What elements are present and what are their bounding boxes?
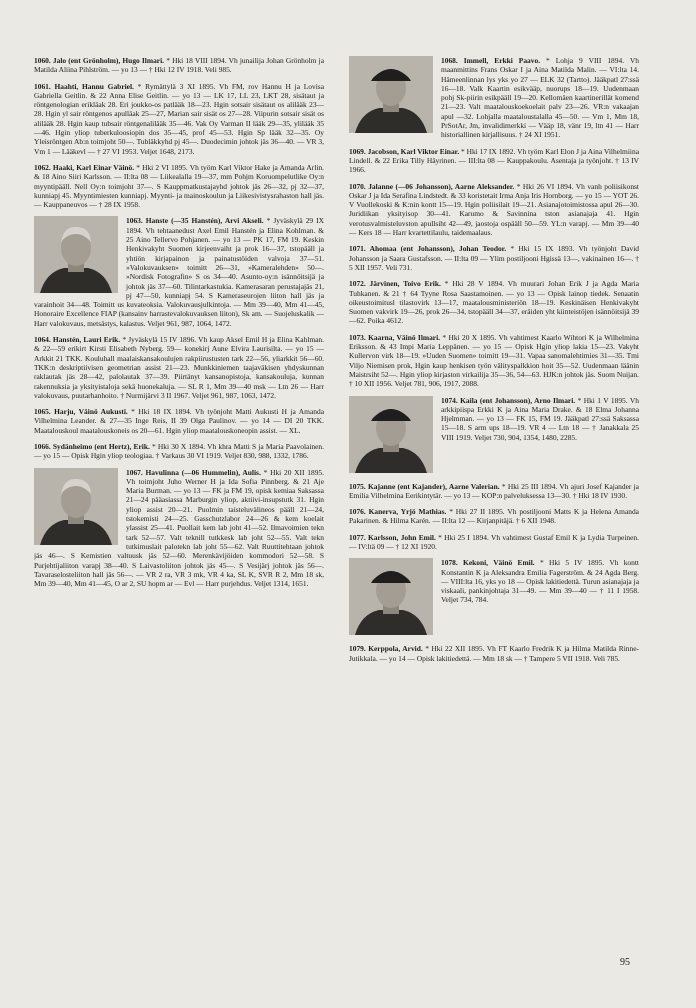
entry-body: * Hki 25 I 1894. Vh vahtimest Gustaf Emil K ja Lydia Turpeinen. — IV:ltä 09 — † 12 XI 1920. — [349, 532, 640, 551]
biography-entry — [34, 163, 324, 209]
entry-body: * Hki 15 IX 1893. Vh työnjoht David Johansson ja Saara Gustafsson. — II:lta 09 — Ylim postiljooni Hgissä 13—, vakinainen 16—. † 5 XII 1957. Veli 731. — [349, 244, 640, 272]
biography-entry — [34, 216, 324, 328]
biography-entry — [349, 396, 639, 475]
entry-body: * Hki 20 XII 1895. Vh toimjoht Juho Werner H ja Ida Sofia Pinnberg. & 21 Aje Maria Burman. — yo 13 — FK ja FM 19, opisk kemiaa Saksassa 21—24 pääasiassa Marburgin yliop, aktiivi-insupstutk 31. Hgin yliop assist 20—21. Puolmin taisteluvälineos pääll 21—24, tstokemisti 24—25. Gasschutzlabor 24—26 & kem koelait ylassist 25—41. Puollait kem lab joht 41—52. Ilmavoimien tekn tark 52—57. Valt teknill tutkkesk lab joht 52—55. Valt tekn tutkimuslait palotekn lab joht 55—62. Valt Ruuttitehtaan johtok jäs 46—. S Kemistien valtuusk jäs 52—60. Merenkävijöiden kommodori 52—58. S Purjehtijaliiton varapj 38—40. S Laivastoliiton johtok jäs 45—. S Vesijärj johtok jäs 56—. Tavaraselosteliiton hall jäs 56—. — VR 2 ra, VR 3 mk, VR 4 ka, SL K, SVR R 2, Mm 18 sk, Mm 39—40, Mm 41—45, O ar 2, SU hopm ar — Evl — Harr purjehdus. Veljet 1314, 1651. — [34, 467, 324, 589]
page-number: 95 — [620, 957, 630, 968]
biography-entry — [349, 507, 639, 526]
entry-heading: 1070. Jalanne (—06 Johansson), Aarne Aleksander. — [349, 181, 515, 191]
biography-entry — [349, 279, 639, 325]
portrait-photo-immell — [349, 56, 433, 133]
biography-entry — [349, 244, 639, 272]
biography-entry — [349, 147, 639, 175]
entry-heading: 1061. Haahti, Hannu Gabriel. — [34, 81, 134, 91]
entry-heading: 1074. Kaila (ent Johansson), Arno Ilmari. — [441, 395, 576, 405]
portrait-photo-hanste — [34, 216, 118, 293]
entry-body: * Hki 20 X 1895. Vh vahtimest Kaarlo Wihtori K ja Wilhelmina Eriksson. & 43 Impi Maria Leppänen. — yo 15 — Opisk Hgin yliop lakia 15—23. Vakyht Kullervon virk 18—19. »Uuden Suomen» toimitt 19—31. Vapaa sanomalehtimies 31—35. Tmi Viljo Niemisen prok, Hgin kaup henkisen työn välityspalkkion hoit 35—52. Uudenmaan läänin Maistrsiht 52—. Hgin yliop kirjaston virkailija 35—36, 54—63. HJK:n johtok jäs. Suom Nuijan. † 10 XII 1956. Veljet 781, 906, 1917, 2088. — [349, 332, 639, 389]
entry-body: * Hki 18 IX 1894. Vh työnjoht Matti Aukusti H ja Amanda Vilhelmina Leander. & 27—35 Inge Reis, II 39 Olga Paulinov. — yo 14 — DI 20 TKK. Maatalouskoul maatalouskoneis os 20—61. Hgin yliop maatalouskoneopin assist. — XL. — [34, 407, 324, 435]
entry-body: * Hki 17 IX 1892. Vh työm Karl Elon J ja Aina Vilhelmiina Lindell. & 22 Erika Tilly Häyrinen. — III:lta 08 — Kauppakoulu. Asentaja ja työnjoht. † 13 IV 1966. — [349, 146, 639, 175]
entry-heading: 1069. Jacobson, Karl Viktor Einar. — [349, 146, 460, 156]
biography-entry — [349, 558, 639, 637]
left-column — [34, 56, 324, 595]
portrait-photo-kekoni — [349, 558, 433, 635]
entry-heading: 1072. Järvinen, Toivo Erik. — [349, 279, 441, 289]
entry-body: * Hki 2 VI 1895. Vh työm Karl Viktor Hake ja Amanda Arlin. & 18 Aino Siiri Karlsson. — II:lta 08 — Liikealalla 19—37, mm Pohjm Koruompelutlike Oy:n myyntipääll. Nell Oy:n toimjoht 37—. S Kauppmatkustajayhd johtok jäs 26—32, pj 32—37, kunniapj 45. Myyntimiesten kunniapj. Myynti- ja mainoskoulun ja Liikesivistysrahaston hall jäs. — Kauppaneuvos — † 28 IX 1958. — [34, 162, 324, 210]
entry-body: * Hki 18 VIII 1894. Vh junailija Johan Grönholm ja Matilda Aliina Pihlström. — yo 13 — † Hki 12 IV 1918. Veli 985. — [34, 56, 324, 75]
entry-body: * Hki 30 X 1894. Vh khra Matti S ja Maria Paavolainen. — yo 15 — Opisk Hgin yliop teologiaa. † Varkaus 30 VI 1919. Veljet 830, 988, 1332, 1786. — [34, 441, 324, 461]
entry-body: * Jyväskylä 29 IX 1894. Vh tehtaanedust Axel Emil Hanstén ja Elina Kohlman. & 25 Aino Tellervo Pohjanen. — yo 13 — PK 17, FM 19. Keskin Henkivakyht Suomen kirjeenvaiht ja prok 16—37, tstopääll ja yhtiön kirjapainon ja painatustöiden valvoja 37—51. »Valokuvauksen» toimitt 26—31, »Kameralehden» 50—. »Nordisk Fotografin» S os 34—40. Asunto-oy:n isännöitsijä ja johtok jäs 37—60. Tilintarkastukia. Kamerasaran perustajajäs 21, pj 47—50, kunniapj 54. S Kameraseurojen liiton hall jäs ja varainhoit 34—48. Toimitt us kuvateoksia. Valokuvausjulkintoja. — Mm 39—40, Mm 41—45, Honoraire Excellence FIAP (kansainv harrastevalokuvauksen liiton), Sk am. — Suojeluskalik — Harr valokuvaus, metsästys, kalastus. Veljet 961, 987, 1064, 1472. — [34, 216, 324, 328]
entry-body: * Jyväskylä 15 IV 1896. Vh kaup Aksel Emil H ja Elina Kahlman. & 22—59 erikirt Kirsti Elisabeth Nyberg. 59— konekirj Aune Elvira Laurisilta. — yo 15 — Arkkit 21 TKK. Kouluhall maalaiskansakoulujen rakpiirustusten tark 22—56, yliarkkit 56—60. TKK:n deskriptiivisen geometrian assist 21—23. Munkkiniemen taajaväkisen yhdyskunnan raklautak jäs 28—42, palolautak 37—39. Piirtänyt kansanopistoja, kansakouluja, kunnan rakennuksia ja yksityistaloja sekä huonekaluja. — SL R 1, Mm 39—40 msk — Ltn 26 — Harr valokuvaus, puutarhanhoito. † Nurmijärvi 3 II 1967. Veljet 961, 987, 1063, 1472. — [34, 335, 324, 400]
entry-heading: 1067. Havulinna (—06 Hummelin), Aulis. — [126, 467, 261, 477]
biography-entry — [34, 82, 324, 156]
entry-heading: 1077. Karlsson, John Emil. — [349, 532, 436, 542]
entry-heading: 1076. Kanerva, Yrjö Mathias. — [349, 507, 447, 517]
entry-body: * Rymättylä 3 XI 1895. Vh FM, rov Hannu H ja Lovisa Gabriella Geitlin. & 22 Anna Elise Geitlin. — yo 13 — LK 17, LL 23, LKT 28, sisätaut ja röntgenologian erikläak 28. Eri joukko-os patlääk 18—23. Hgin sotsair sisätaut os alilääk 23—28. Hgin yl sair röntgenos apulläak 25—27, Marian sair sisät os 27—28. Viipurin sotsair sisät os alilääk 28. Hgin kaup tubsair röntgenalilääk 35—46. Vak Oy Varman II lääk 29—35, ylilääk 35—46. Hgin yliop tuberkuloosiopin dos 35—45, prof 45—53. Hgin Sp lääk 32—35. Oy Yleisröntgen Ab:n toimjoht 50—. Tubläkkyhd pj 45—. Duodecimin johtok jäs 36—40. — VR 3, Vm 1 — Lääkevl — † 27 VI 1953. Veljet 1648, 2173. — [34, 81, 324, 156]
entry-body: * Hki 5 IV 1895. Vh kontt Konstantin K ja Aleksandra Emilia Fagerström. & 24 Agda Berg. — VIII:lta 16, yks yo 18 — Opisk lakitiedettä. Turun asianajaja ja viskaali, pankinjohtaja 31—49. — Mm 39—40 — † 11 I 1958. Veljet 734, 784. — [441, 558, 639, 605]
entry-heading: 1075. Kajanne (ent Kajander), Aarne Valerian. — [349, 481, 500, 491]
entry-heading: 1062. Haaki, Karl Einar Väinö. — [34, 162, 135, 172]
portrait-photo-kaila — [349, 396, 433, 473]
entry-heading: 1071. Ahomaa (ent Johansson), Johan Teodor. — [349, 244, 507, 254]
biography-entry — [349, 56, 639, 140]
biography-entry — [34, 442, 324, 461]
biography-entry — [349, 644, 639, 663]
biography-entry — [349, 533, 639, 552]
entry-heading: 1073. Kaarna, Väinö Ilmari. — [349, 332, 441, 342]
entry-heading: 1064. Hanstén, Lauri Erik. — [34, 335, 121, 345]
entry-heading: 1078. Kekoni, Väinö Emil. — [441, 558, 535, 568]
biography-entry — [34, 335, 324, 400]
biography-entry — [349, 482, 639, 501]
entry-body: * Hki 28 V 1894. Vh muurari Johan Erik J ja Agda Maria Tuhkanen. & 21 † 64 Tyyne Rosa Saastamoinen. — yo 13 — Opisk lainop tiedek. Senaatin oikeustoimitusl tilastovirk 13—17, maatalousministeriön 18—19. Keskinäisen Henkivakyht Suomen vakvirk 19—26, prok 26—34, tstopääll 34—37, eräiden yht kiinteistöjen isännöitsijä 39—62. Poika 4612. — [349, 279, 639, 326]
portrait-photo-havulinna — [34, 468, 118, 545]
right-column — [349, 56, 639, 670]
entry-body: * Hki 22 XII 1895. Vh FT Kaarlo Fredrik K ja Hilma Matilda Rinne-Jutikkala. — yo 14 — Opisk lakitiedettä. — Mm 18 sk — † Tampere 5 VII 1918. Veli 785. — [349, 644, 639, 663]
biography-entry — [34, 407, 324, 435]
biography-entry — [349, 182, 639, 238]
biography-entry — [34, 56, 324, 75]
entry-heading: 1065. Harju, Väinö Aukusti. — [34, 407, 128, 417]
entry-body: * Lohja 9 VIII 1894. Vh maanmittins Frans Oskar I ja Aina Matilda Malin. — VI:lta 14. Hämeenlinnan lys yks yo 27 — ELK 32 (Tartto). Jääkpatl 27:ssä 16—18. Valk Kaartin esikvääp, nuorups 18—19. Uudenmaan pohj Sk-piirin esikpääll 19—20. Kellomäen kaartinerillät komend 21—23. Valt maatalouskoekoelait palv 23—26. VR:n vakaajan apul —32. Lohjalla maataloustalalla 45—50. — Vm 1, Mm 18, PrSotAr, Jm, invalidimerkki — Vääp 18, vänr 19, ltn 41 — Harr historiallinen kirjallisuus. † 24 XI 1951. — [441, 56, 639, 140]
entry-heading: 1060. Jalo (ent Grönholm), Hugo Ilmari. — [34, 56, 165, 65]
biography-entry — [349, 333, 639, 389]
entry-heading: 1063. Hanste (—35 Hanstén), Arvi Akseli. — [126, 216, 264, 226]
entry-body: * Hki 1 V 1895. Vh arkkipiispa Erkki K ja Aina Maria Drake. & 18 Elma Johanna Hjelmman. — yo 13 — FK 15, FM 19. Jääkpatl 27:ssä Saksassa 15—18. S arm ups 18—19. VR 4 — Ltn 18 — † Janakkala 25 VIII 1919. Veljet 730, 904, 1354, 1480, 2285. — [441, 395, 639, 442]
entry-body: * Hki 26 VI 1894. Vh vanh poliisikonst Oskar J ja Ida Serafina Lindstedt. & 33 koristetait Irma Anja Iris Hornborg. — yo 15 — YOT 26. V Vuollekoski & K:nin kontt 15—19. Hgin poliisilait 19—21. Asianajotoimistossa apul 26—30. Juridiikan yksityisop 30—41. Karumo & Savinnina tston asianajaja 41. Hgin verotusvalmisteluvston apullsiht 42—49, jaostoja ospääll 50—59. YL:n varapj. — Mm 39—40 — Kers 18 — Harr kvartettilaulu, taidemaalaus. — [349, 181, 639, 238]
entry-body: * Hki 27 II 1895. Vh postiljooni Matts K ja Helena Amanda Pakarinen. & Hilma Karén. — II:lta 12 — Kirjanpitäjä. † 6 XII 1948. — [349, 507, 639, 526]
entry-heading: 1066. Sydänheimo (ent Hertz), Erik. — [34, 441, 150, 451]
biography-entry — [34, 468, 324, 589]
entry-heading: 1068. Immell, Erkki Paavo. — [441, 56, 541, 65]
entry-heading: 1079. Kerppola, Arvid. — [349, 644, 423, 654]
entry-body: * Hki 25 III 1894. Vh ajuri Josef Kajander ja Emilia Vilhelmina Eerikintytär. — yo 13 — KOP:n palveluksessa 13—30. † Hki 18 IV 1930. — [349, 481, 639, 500]
